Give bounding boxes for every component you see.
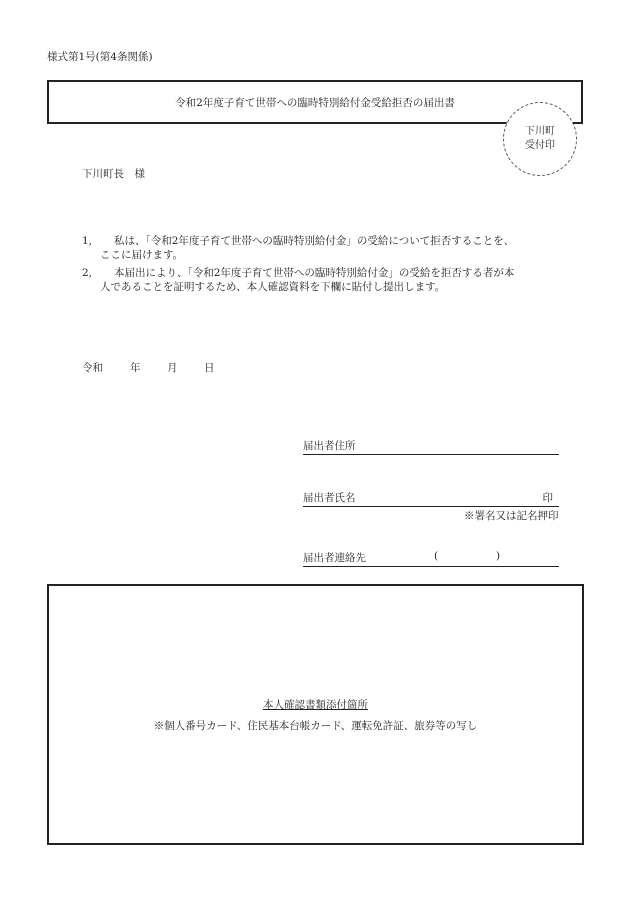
- item-text-line: 人であることを証明するため、本人確認資料を下欄に貼付し提出します。: [100, 281, 446, 293]
- stamp-label-town: 下川町: [525, 126, 555, 137]
- date-month-label: 月: [167, 362, 178, 374]
- form-title: 令和2年度子育て世帯への臨時特別給付金受給拒否の届出書: [175, 96, 455, 109]
- applicant-address-label: 届出者住所: [303, 440, 356, 452]
- contact-paren-close: ): [496, 550, 501, 562]
- reception-stamp-area: [503, 102, 577, 176]
- applicant-address-field[interactable]: [303, 438, 559, 455]
- item-number: 2,: [82, 267, 93, 279]
- date-era: 令和: [82, 362, 103, 374]
- applicant-contact-label: 届出者連絡先: [303, 552, 366, 564]
- item-text-line: 私は、「令和2年度子育て世帯への臨時特別給付金」の受給について拒否することを、: [114, 235, 515, 247]
- item-text-line: 本届出により、「令和2年度子育て世帯への臨時特別給付金」の受給を拒否する者が本: [114, 267, 515, 279]
- applicant-name-field[interactable]: [303, 490, 559, 507]
- seal-mark: 印: [542, 492, 553, 504]
- applicant-contact-field[interactable]: [303, 550, 559, 567]
- form-number: 様式第1号(第4条関係): [47, 51, 153, 63]
- date-day-label: 日: [204, 362, 215, 374]
- stamp-label-reception: 受付印: [525, 140, 555, 151]
- form-title-box: [47, 80, 583, 124]
- item-text-line: ここに届けます。: [100, 249, 184, 261]
- item-number: 1,: [82, 235, 93, 247]
- addressee: 下川町長 様: [82, 168, 145, 180]
- signature-note: ※署名又は記名押印: [464, 510, 559, 522]
- applicant-name-label: 届出者氏名: [303, 492, 356, 504]
- date-year-label: 年: [130, 362, 141, 374]
- date-row: [82, 360, 215, 375]
- id-box-title: 本人確認書類添付箇所: [263, 699, 368, 711]
- id-document-attachment-area[interactable]: [47, 584, 584, 845]
- id-box-note: ※個人番号カード、住民基本台帳カード、運転免許証、旅券等の写し: [153, 720, 478, 732]
- contact-paren-open: (: [434, 550, 439, 562]
